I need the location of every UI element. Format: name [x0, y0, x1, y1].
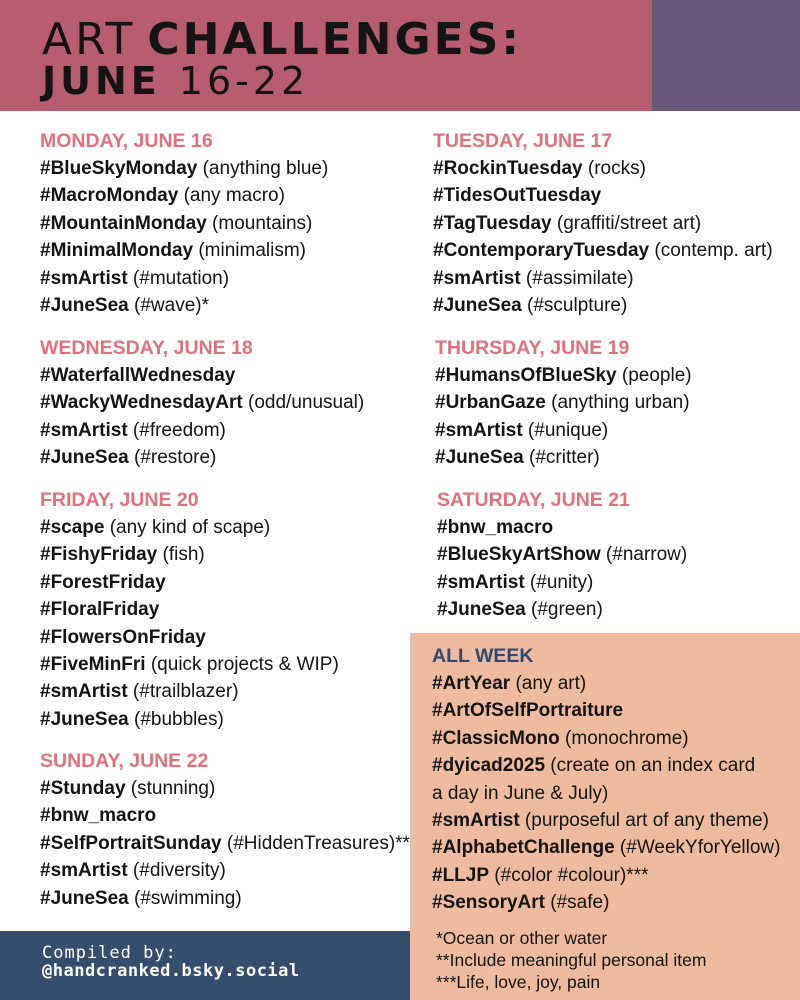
list-item: [40, 651, 339, 678]
hashtag-note: (#safe): [545, 892, 610, 914]
hashtag: #Stunday: [40, 778, 126, 799]
page-subtitle: [42, 60, 309, 102]
hashtag: #LLJP: [432, 864, 490, 886]
hashtag-note: (#assimilate): [520, 267, 634, 289]
hashtag-note: (#sculpture): [521, 295, 628, 317]
hashtag-note: (#mutation): [127, 267, 230, 289]
list-item: [40, 802, 410, 829]
hashtag: #ArtOfSelfPortraiture: [432, 700, 624, 722]
list-item: [40, 885, 410, 912]
list-item: [432, 834, 780, 861]
hashtag: #bnw_macro: [437, 517, 554, 538]
hashtag-note: (any art): [510, 673, 587, 694]
hashtag: #smArtist: [433, 267, 521, 289]
hashtag-note: (people): [616, 365, 692, 386]
hashtag: #JuneSea: [40, 708, 129, 730]
hashtag: #smArtist: [40, 681, 128, 703]
list-item: [40, 389, 364, 416]
page-title: [42, 16, 522, 64]
hashtag-note: (#WeekYforYellow): [614, 837, 781, 859]
hashtag: #smArtist: [437, 571, 525, 593]
hashtag-note: (any macro): [178, 185, 285, 207]
list-item: [40, 624, 339, 651]
hashtag-note: (anything urban): [545, 392, 690, 414]
list-item: [40, 857, 410, 884]
list-item: [40, 569, 339, 596]
list-item: [40, 155, 328, 182]
list-item: [435, 444, 692, 471]
hashtag: #TidesOutTuesday: [433, 185, 602, 207]
day-heading: FRIDAY, JUNE 20: [40, 489, 199, 511]
hashtag: #ContemporaryTuesday: [433, 240, 650, 262]
hashtag: #dyicad2025: [432, 755, 546, 777]
hashtag: #bnw_macro: [40, 805, 157, 827]
list-item: [433, 237, 773, 264]
hashtag-note: (#narrow): [600, 544, 688, 566]
day-section-tuesday: [433, 128, 773, 319]
author-handle: @handcranked.bsky.social: [42, 961, 300, 981]
list-item: [433, 210, 773, 237]
hashtag: #MinimalMonday: [40, 240, 194, 262]
list-item: [40, 775, 410, 802]
hashtag-note: (#restore): [128, 447, 217, 469]
hashtag-note: (contemp. art): [649, 240, 773, 262]
hashtag: #ClassicMono: [432, 727, 560, 749]
day-section-wednesday: [40, 335, 364, 472]
hashtag: #ArtYear: [432, 673, 511, 694]
list-item: [435, 417, 692, 444]
list-item: [433, 292, 773, 319]
hashtag: #JuneSea: [40, 887, 129, 909]
day-heading: SATURDAY, JUNE 21: [437, 489, 630, 511]
hashtag: #TagTuesday: [433, 212, 552, 234]
hashtag: #BlueSkyMonday: [40, 158, 198, 179]
hashtag: #FloralFriday: [40, 599, 160, 621]
hashtag: #ForestFriday: [40, 571, 166, 593]
list-item: [40, 237, 328, 264]
day-section-friday: [40, 487, 339, 733]
day-section-sunday: [40, 748, 410, 912]
day-heading: WEDNESDAY, JUNE 18: [40, 337, 253, 359]
hashtag: #RockinTuesday: [433, 158, 583, 179]
hashtag-note: (quick projects & WIP): [145, 654, 339, 676]
hashtag-note: (#color #colour)***: [489, 864, 649, 886]
footnote: *Ocean or other water: [436, 928, 608, 948]
hashtag: #AlphabetChallenge: [432, 837, 615, 859]
hashtag-note: (#bubbles): [128, 708, 224, 730]
hashtag: #SelfPortraitSunday: [40, 832, 222, 854]
hashtag: #JuneSea: [433, 295, 522, 317]
list-item: [437, 541, 687, 568]
all-week-section: [432, 643, 780, 917]
list-item: [40, 706, 339, 733]
day-heading: THURSDAY, JUNE 19: [435, 337, 630, 359]
hashtag-note: (#trailblazer): [127, 681, 239, 703]
title-word-art: ART: [42, 14, 136, 65]
subtitle-dates: 16-22: [178, 59, 310, 103]
hashtag-note: (#diversity): [127, 860, 226, 882]
hashtag: #JuneSea: [40, 447, 129, 469]
hashtag: #scape: [40, 517, 105, 538]
hashtag-note: (#green): [525, 599, 603, 621]
hashtag: #FiveMinFri: [40, 654, 146, 676]
hashtag: #JuneSea: [437, 599, 526, 621]
list-item: [433, 155, 773, 182]
list-item: [432, 889, 780, 916]
hashtag-note: (#freedom): [127, 419, 226, 441]
list-item: [40, 265, 328, 292]
hashtag-note: (rocks): [582, 158, 646, 179]
hashtag-note: a day in June & July): [432, 782, 609, 804]
list-item: [433, 182, 773, 209]
list-item: [40, 417, 364, 444]
hashtag: #MountainMonday: [40, 212, 207, 234]
list-item: [40, 444, 364, 471]
list-item: [40, 830, 410, 857]
list-item: [40, 292, 328, 319]
day-section-monday: [40, 128, 328, 319]
compiled-by-label: Compiled by:: [42, 943, 177, 963]
footnote: **Include meaningful personal item: [436, 950, 707, 970]
footnotes: [436, 927, 706, 993]
header-accent-block: [652, 0, 800, 111]
list-item: [437, 569, 687, 596]
hashtag-note: (#HiddenTreasures)**: [221, 832, 410, 854]
hashtag-note: (#unique): [522, 419, 609, 441]
hashtag: #BlueSkyArtShow: [437, 544, 601, 566]
title-word-challenges: CHALLENGES:: [147, 14, 522, 65]
hashtag: #WackyWednesdayArt: [40, 392, 243, 414]
hashtag-note: (any kind of scape): [104, 517, 271, 538]
hashtag: #JuneSea: [40, 295, 129, 317]
hashtag: #FlowersOnFriday: [40, 626, 206, 648]
list-item: [40, 210, 328, 237]
hashtag-note: (#critter): [523, 447, 600, 469]
hashtag: #HumansOfBlueSky: [435, 365, 617, 386]
list-item: [432, 725, 780, 752]
subtitle-month: JUNE: [42, 59, 161, 103]
list-item: [432, 752, 780, 779]
hashtag: #JuneSea: [435, 447, 524, 469]
footnote: ***Life, love, joy, pain: [436, 972, 601, 992]
hashtag-note: (fish): [157, 544, 205, 566]
hashtag: #UrbanGaze: [435, 392, 546, 414]
hashtag-note: (graffiti/street art): [551, 212, 702, 234]
hashtag: #MacroMonday: [40, 185, 179, 207]
hashtag: #smArtist: [432, 810, 520, 832]
list-item: [40, 362, 364, 389]
hashtag: #SensoryArt: [432, 892, 545, 914]
day-heading: TUESDAY, JUNE 17: [433, 130, 613, 152]
list-item: [432, 697, 780, 724]
hashtag-note: (mountains): [206, 212, 313, 234]
hashtag-note: (#unity): [524, 571, 594, 593]
hashtag-note: (purposeful art of any theme): [519, 810, 769, 832]
list-item: [40, 541, 339, 568]
hashtag: #smArtist: [40, 267, 128, 289]
hashtag: #smArtist: [435, 419, 523, 441]
list-item: [40, 596, 339, 623]
list-item: [40, 678, 339, 705]
list-item-continuation: [432, 780, 780, 807]
hashtag-note: (anything blue): [197, 158, 329, 179]
hashtag-note: (minimalism): [193, 240, 307, 262]
list-item: [437, 596, 687, 623]
hashtag-note: (stunning): [125, 778, 216, 799]
hashtag: #smArtist: [40, 860, 128, 882]
hashtag-note: (#swimming): [128, 887, 242, 909]
list-item: [432, 862, 780, 889]
day-heading: MONDAY, JUNE 16: [40, 130, 213, 152]
hashtag: #WaterfallWednesday: [40, 365, 236, 386]
day-heading: SUNDAY, JUNE 22: [40, 750, 209, 772]
day-section-thursday: [435, 335, 692, 472]
list-item: [40, 182, 328, 209]
list-item: [435, 389, 692, 416]
hashtag: #smArtist: [40, 419, 128, 441]
hashtag-note: (monochrome): [559, 727, 689, 749]
list-item: [435, 362, 692, 389]
list-item: [40, 514, 339, 541]
all-week-heading: ALL WEEK: [432, 645, 534, 667]
hashtag: #FishyFriday: [40, 544, 158, 566]
list-item: [432, 670, 780, 697]
list-item: [433, 265, 773, 292]
hashtag-note: (odd/unusual): [242, 392, 365, 414]
hashtag-note: (#wave)*: [128, 295, 209, 317]
list-item: [437, 514, 687, 541]
day-section-saturday: [437, 487, 687, 624]
hashtag-note: (create on an index card: [545, 755, 756, 777]
list-item: [432, 807, 780, 834]
